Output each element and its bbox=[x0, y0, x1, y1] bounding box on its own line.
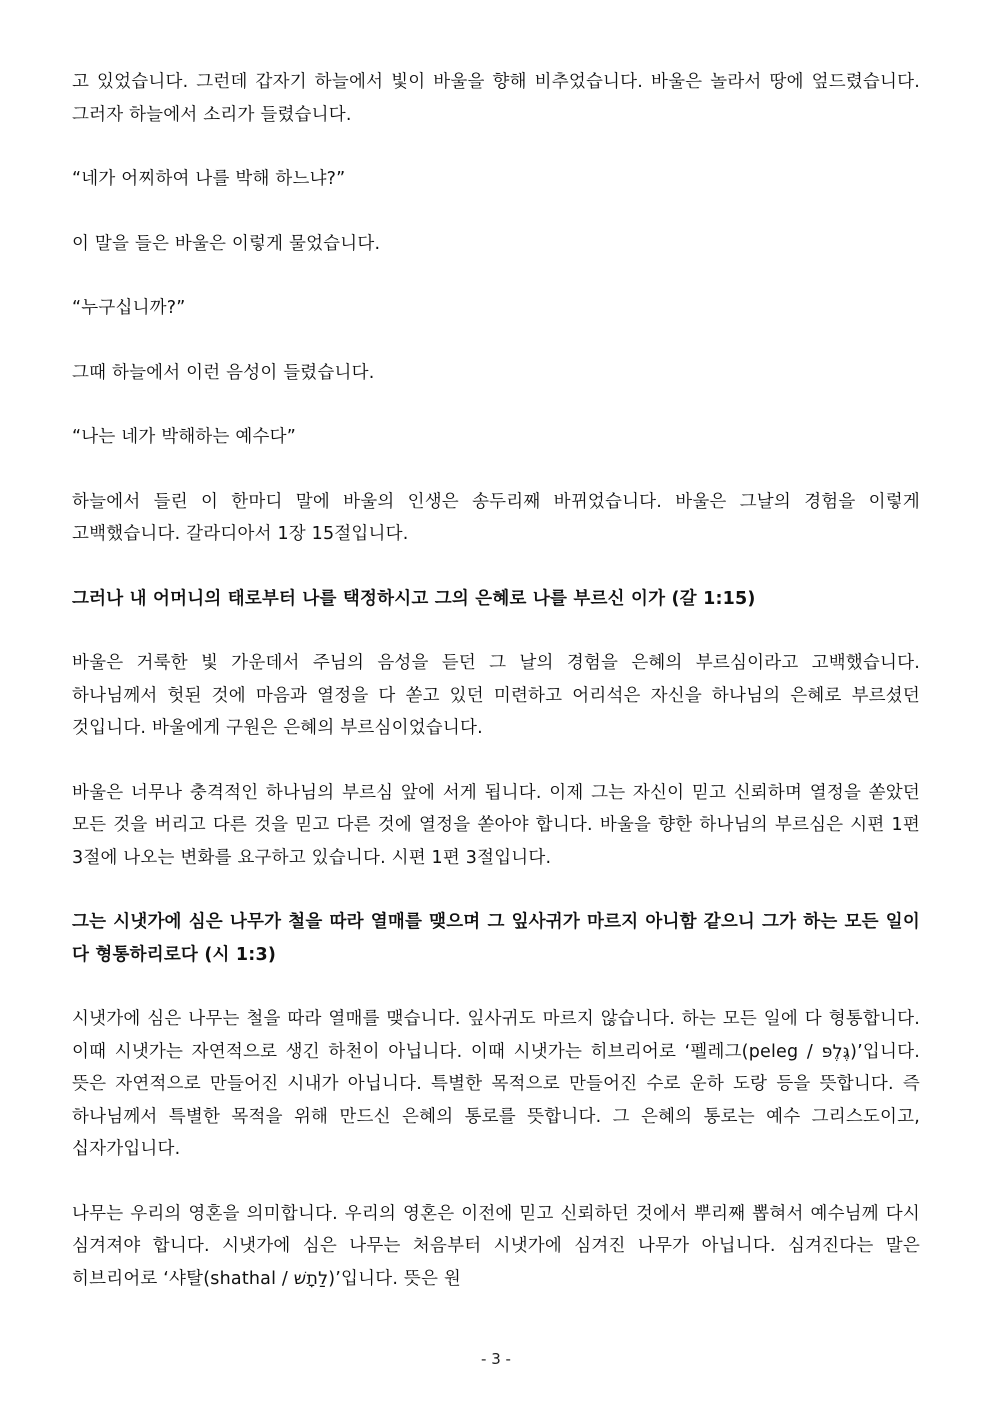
document-body bbox=[72, 66, 920, 1295]
paragraph: 그때 하늘에서 이런 음성이 들렸습니다. bbox=[72, 362, 375, 383]
paragraph: 시냇가에 심은 나무는 철을 따라 열매를 맺습니다. 잎사귀도 마르지 않습니다. 하는 모든 일에 다 형통합니다. 이때 시냇가는 자연적으로 생긴 하천이 아닙니다. 이때 시냇가는 히브리어로 ‘펠레그(peleg / גֶּלֶפּ)’입니다. 뜻은 자연적으로 만들어진 시내가 아닙니다. 특별한 목적으로 만들어진 수로 운하 도랑 등을 뜻합니다. 즉 하나님께서 특별한 목적을 위해 만드신 은혜의 통로를 뜻합니다. 그 은혜의 통로는 예수 그리스도이고, 십자가입니다. bbox=[72, 1009, 920, 1159]
quote-line: “누구십니까?” bbox=[72, 298, 186, 318]
paragraph: 하늘에서 들린 이 한마디 말에 바울의 인생은 송두리째 바뀌었습니다. 바울은 그날의 경험을 이렇게 고백했습니다. 갈라디아서 1장 15절입니다. bbox=[72, 491, 920, 544]
scripture-verse: 그는 시냇가에 심은 나무가 철을 따라 열매를 맺으며 그 잎사귀가 마르지 아니함 같으니 그가 하는 모든 일이 다 형통하리로다 (시 1:3) bbox=[72, 912, 920, 965]
quote-line: “네가 어찌하여 나를 박해 하느냐?” bbox=[72, 169, 346, 189]
paragraph: 고 있었습니다. 그런데 갑자기 하늘에서 빛이 바울을 향해 비추었습니다. 바울은 놀라서 땅에 엎드렸습니다. 그러자 하늘에서 소리가 들렸습니다. bbox=[72, 72, 920, 125]
page-number: - 3 - bbox=[481, 1350, 511, 1368]
scripture-verse: 그러나 내 어머니의 태로부터 나를 택정하시고 그의 은혜로 나를 부르신 이가 (갈 1:15) bbox=[72, 588, 756, 609]
paragraph: 바울은 너무나 충격적인 하나님의 부르심 앞에 서게 됩니다. 이제 그는 자신이 믿고 신뢰하며 열정을 쏟았던 모든 것을 버리고 다른 것을 믿고 다른 것에 열정을 쏟아야 합니다. 바울을 향한 하나님의 부르심은 시편 1편 3절에 나오는 변화를 요구하고 있습니다. 시편 1편 3절입니다. bbox=[72, 782, 920, 868]
quote-line: “나는 네가 박해하는 예수다” bbox=[72, 427, 296, 447]
paragraph: 바울은 거룩한 빛 가운데서 주님의 음성을 듣던 그 날의 경험을 은혜의 부르심이라고 고백했습니다. 하나님께서 헛된 것에 마음과 열정을 다 쏟고 있던 미련하고 어리석은 자신을 하나님의 은혜로 부르셨던 것입니다. 바울에게 구원은 은혜의 부르심이었습니다. bbox=[72, 653, 920, 738]
paragraph: 나무는 우리의 영혼을 의미합니다. 우리의 영혼은 이전에 믿고 신뢰하던 것에서 뿌리째 뽑혀서 예수님께 다시 심겨져야 합니다. 시냇가에 심은 나무는 처음부터 시냇가에 심겨진 나무가 아닙니다. 심겨진다는 말은 히브리어로 ‘샤탈(shathal / לַתָשׁ)’입니다. 뜻은 원 bbox=[72, 1203, 920, 1289]
paragraph: 이 말을 들은 바울은 이렇게 물었습니다. bbox=[72, 233, 381, 254]
